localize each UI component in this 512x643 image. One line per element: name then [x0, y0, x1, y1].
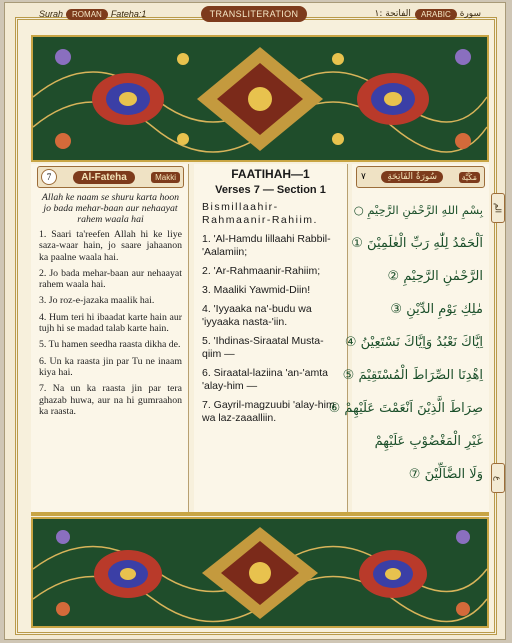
- gold-divider: [31, 512, 489, 516]
- transliteration-title: FAATIHAH—1: [231, 167, 310, 181]
- transliteration-verse: 5. 'Ihdinas-Siraatal Musta-qiim —: [202, 335, 324, 360]
- transliteration-verse: 1. 'Al-Hamdu lillaahi Rabbil-'Aalamiin;: [202, 233, 331, 258]
- fateha-label: Fateha:1: [110, 9, 147, 19]
- transliteration-column: [194, 164, 348, 512]
- header-right: [375, 6, 485, 22]
- ornament-top: [31, 35, 489, 162]
- surah-type-roman: Makki: [151, 172, 180, 183]
- verse-count-arabic: ٧: [361, 172, 366, 182]
- surah-header-roman: [37, 166, 184, 188]
- transliteration-verse: 3. Maaliki Yawmid-Diin!: [202, 284, 311, 296]
- transliteration-verse: 4. 'Iyyaaka na'-budu wa 'iyyaaka nasta-'iin.: [202, 303, 312, 328]
- arabic-verse: بِسْمِ اللهِ الرَّحْمٰنِ الرَّحِيْمِ ○: [353, 203, 483, 217]
- arabic-surah: الفاتحة :١: [374, 9, 411, 19]
- ruku-marker-tab: ع: [491, 463, 505, 493]
- surah-label: Surah: [39, 9, 64, 19]
- arabic-column: [328, 164, 489, 512]
- transliteration-verse: 7. Gayril-magzuubi 'alay-him wa laz-zaaalliin.: [202, 399, 335, 424]
- arabic-verse: اِهْدِنَا الصِّرَاطَ الْمُسْتَقِيْمَ ⑤: [342, 368, 483, 383]
- arabic-verse: غَيْرِ الْمَغْضُوْبِ عَلَيْهِمْ: [374, 434, 483, 449]
- arabic-verse: اَلْحَمْدُ لِلّٰهِ رَبِّ الْعٰلَمِيْنَ ①: [351, 236, 483, 251]
- bismillah-translation: Allah ke naam se shuru karta hoon jo bada mehar-baan aur nehaayat rahem waala hai: [41, 192, 180, 225]
- floral-ornament-top-image: [33, 37, 487, 160]
- juz-marker-tab: الم: [491, 193, 505, 223]
- arabic-verse: وَلَا الضَّآلِّيْنَ ⑦: [408, 467, 483, 482]
- translation-verse: 5. Tu hamen seedha raasta dikha de.: [39, 339, 181, 351]
- transliteration-subtitle: Verses 7 — Section 1: [215, 184, 326, 196]
- header-left: [39, 6, 149, 22]
- translation-verse: 7. Na un ka raasta jin par tera ghazab huwa, aur na hi gumraahon ka raasta.: [39, 383, 182, 417]
- floral-ornament-bottom-image: [33, 519, 487, 626]
- surah-title-roman: Al-Fateha: [73, 171, 135, 184]
- ornament-bottom: [31, 517, 489, 628]
- arabic-verse: اِيَّاكَ نَعْبُدُ وَاِيَّاكَ نَسْتَعِيْنُ ④: [344, 335, 483, 350]
- arabic-label: ARABIC: [415, 9, 457, 20]
- translation-verse: 4. Hum teri hi ibaadat karte hain aur tujh hi se madad talab karte hain.: [39, 311, 182, 335]
- book-page: [4, 2, 506, 640]
- translation-verse: 3. Jo roz-e-jazaka maalik hai.: [39, 295, 155, 307]
- arabic-word: سورة: [459, 9, 481, 19]
- transliteration-verse: 2. 'Ar-Rahmaanir-Rahiim;: [202, 265, 321, 277]
- roman-urdu-column: [31, 164, 189, 512]
- arabic-verse: الرَّحْمٰنِ الرَّحِيْمِ ②: [387, 269, 483, 284]
- arabic-verse: مٰلِكِ يَوْمِ الدِّيْنِ ③: [390, 302, 483, 317]
- roman-label: ROMAN: [66, 9, 108, 20]
- verse-count: 7: [41, 169, 57, 185]
- translation-verse: 1. Saari ta'reefen Allah hi ke liye saza-waar hain, jo saare jahaanon ka paalne waala hai.: [39, 229, 182, 263]
- transliteration-verse: 6. Siraatal-laziina 'an-'amta 'alay-him —: [202, 367, 328, 392]
- arabic-verse: صِرَاطَ الَّذِيْنَ اَنْعَمْتَ عَلَيْهِمْ ⑥: [328, 401, 483, 416]
- bismillah-transliteration: Bismillaahir-Rahmaanir-Rahiim.: [202, 201, 318, 226]
- transliteration-list: [202, 201, 341, 425]
- surah-header-arabic: [356, 166, 485, 188]
- surah-title-arabic: سُورَةُ الفَاتِحَةِ: [381, 171, 443, 183]
- translation-verse: 6. Un ka raasta jin par Tu ne inaam kiya hai.: [39, 355, 182, 378]
- translation-verse: 2. Jo bada mehar-baan aur nehaayat rahem waala hai.: [39, 267, 182, 291]
- transliteration-label: TRANSLITERATION: [201, 6, 307, 22]
- surah-type-arabic: مَكِّيَّة: [459, 172, 480, 183]
